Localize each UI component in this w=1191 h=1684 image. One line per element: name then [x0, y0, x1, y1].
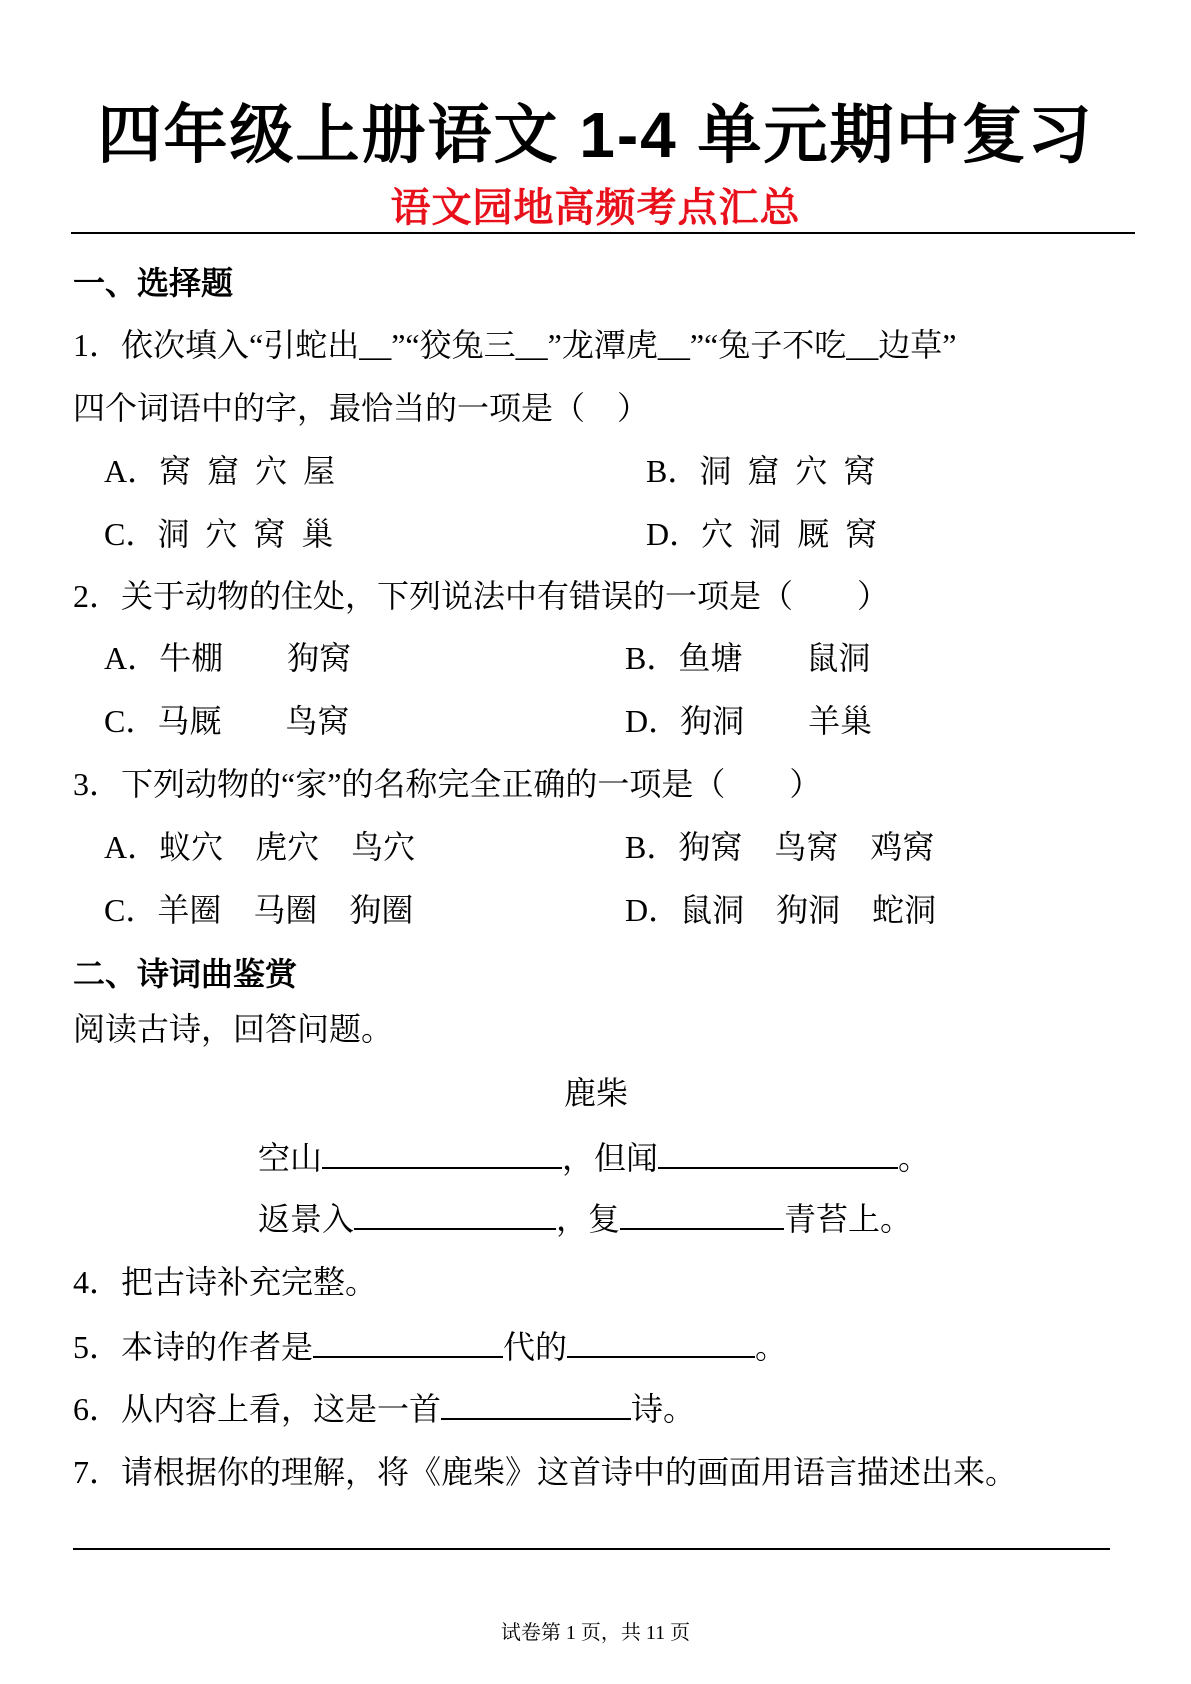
- q1-line1: 1．依次填入“引蛇出__”“狡兔三__”龙潭虎__”“兔子不吃__边草”: [73, 327, 957, 363]
- section2-heading: 二、诗词曲鉴赏: [73, 956, 298, 992]
- q2-option-a: A．牛棚 狗窝: [104, 640, 352, 676]
- answer-blank[interactable]: [354, 1198, 556, 1230]
- poem-intro: 阅读古诗，回答问题。: [73, 1011, 394, 1047]
- poem-text: 返景入: [258, 1201, 355, 1237]
- poem-text: 。: [898, 1140, 931, 1176]
- poem-line-1: [258, 1137, 930, 1178]
- q1-option-c: C．洞 穴 窝 巢: [104, 516, 334, 552]
- poem-line-2: [258, 1198, 912, 1239]
- q5-text: 代的: [503, 1329, 568, 1365]
- q1-option-a: A．窝 窟 穴 屋: [104, 453, 336, 489]
- answer-blank[interactable]: [322, 1137, 562, 1169]
- q6-text: 6．从内容上看，这是一首: [73, 1391, 442, 1427]
- q7: 7．请根据你的理解，将《鹿柴》这首诗中的画面用语言描述出来。: [73, 1454, 1018, 1490]
- q3-option-c: C．羊圈 马圈 狗圈: [104, 892, 414, 928]
- q6-text: 诗。: [631, 1391, 696, 1427]
- q5: [73, 1326, 787, 1367]
- q3-stem: 3．下列动物的“家”的名称完全正确的一项是（ ）: [73, 766, 822, 802]
- poem-text: ，复: [556, 1201, 621, 1237]
- q2-option-b: B．鱼塘 鼠洞: [625, 640, 871, 676]
- q1-line2: 四个词语中的字，最恰当的一项是（ ）: [73, 390, 650, 426]
- document-subtitle: 语文园地高频考点汇总: [390, 186, 801, 230]
- q5-text: 。: [755, 1329, 788, 1365]
- q2-stem: 2．关于动物的住处，下列说法中有错误的一项是（ ）: [73, 578, 890, 614]
- q3-option-d: D．鼠洞 狗洞 蛇洞: [625, 892, 937, 928]
- answer-blank[interactable]: [313, 1326, 503, 1358]
- q1-option-b: B．洞 窟 穴 窝: [646, 453, 876, 489]
- poem-text: 空山: [258, 1140, 323, 1176]
- q4: 4．把古诗补充完整。: [73, 1264, 378, 1300]
- q1-option-d: D．穴 洞 厩 窝: [646, 516, 878, 552]
- header-divider: [71, 232, 1135, 234]
- page-footer: 试卷第 1 页，共 11 页: [500, 1622, 691, 1644]
- q5-text: 5．本诗的作者是: [73, 1329, 314, 1365]
- poem-text: 青苔上。: [784, 1201, 913, 1237]
- answer-blank[interactable]: [441, 1388, 631, 1420]
- answer-blank[interactable]: [658, 1137, 898, 1169]
- q3-option-b: B．狗窝 鸟窝 鸡窝: [625, 829, 935, 865]
- answer-line[interactable]: [73, 1548, 1110, 1550]
- q2-option-c: C．马厩 鸟窝: [104, 703, 350, 739]
- poem-text: ，但闻: [562, 1140, 659, 1176]
- answer-blank[interactable]: [567, 1326, 755, 1358]
- poem-title: 鹿柴: [564, 1075, 629, 1111]
- section1-heading: 一、选择题: [73, 265, 234, 301]
- answer-blank[interactable]: [620, 1198, 784, 1230]
- q6: [73, 1388, 695, 1429]
- document-title: 四年级上册语文 1-4 单元期中复习: [97, 99, 1094, 171]
- q2-option-d: D．狗洞 羊巢: [625, 703, 873, 739]
- q3-option-a: A．蚁穴 虎穴 鸟穴: [104, 829, 416, 865]
